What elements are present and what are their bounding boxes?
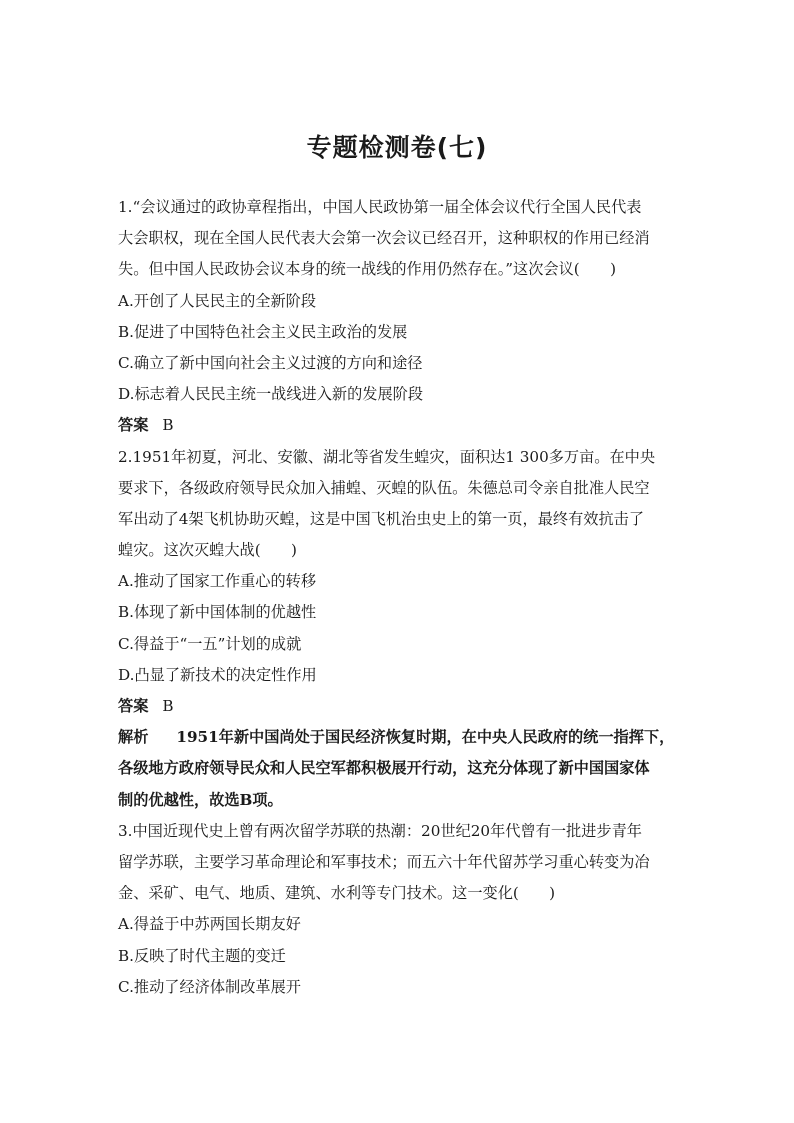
answer-label: 答案 — [118, 416, 149, 435]
question-stem-line: 留学苏联，主要学习革命理论和军事技术；而五六十年代留苏学习重心转变为冶 — [118, 852, 650, 871]
question-stem-line: 军出动了4架飞机协助灭蝗，这是中国飞机治虫史上的第一页，最终有效抗击了 — [118, 509, 645, 528]
answer-value: B — [162, 697, 174, 715]
option-c: C.得益于“一五”计划的成就 — [118, 634, 302, 653]
answer-value: B — [162, 416, 174, 435]
analysis-line — [118, 722, 680, 753]
document-body — [118, 192, 680, 1003]
question-1 — [118, 192, 680, 442]
option-d: D.标志着人民民主统一战线进入新的发展阶段 — [118, 385, 424, 404]
analysis-label: 解析 — [118, 728, 149, 747]
option-b: B.促进了中国特色社会主义民主政治的发展 — [118, 322, 408, 341]
answer-line — [118, 691, 680, 722]
question-stem-line: 1.“会议通过的政协章程指出，中国人民政协第一届全体会议代行全国人民代表 — [118, 198, 642, 216]
option-c: C.确立了新中国向社会主义过渡的方向和途径 — [118, 353, 423, 372]
question-stem-line: 大会职权，现在全国人民代表大会第一次会议已经召开，这种职权的作用已经消 — [118, 229, 650, 248]
question-stem-line: 金、采矿、电气、地质、建筑、水利等专门技术。这一变化( ) — [118, 884, 556, 903]
option-b: B.体现了新中国体制的优越性 — [118, 603, 317, 622]
option-a: A.开创了人民民主的全新阶段 — [118, 291, 317, 310]
analysis-line: 各级地方政府领导民众和人民空军都积极展开行动，这充分体现了新中国国家体 — [118, 759, 650, 778]
page-title: 专题检测卷(七) — [306, 133, 488, 162]
analysis-line: 制的优越性，故选B项。 — [118, 790, 283, 809]
question-stem-line: 失。但中国人民政协会议本身的统一战线的作用仍然存在。”这次会议( ) — [118, 260, 617, 279]
answer-label: 答案 — [118, 697, 149, 715]
question-3 — [118, 816, 680, 1003]
option-d: D.凸显了新技术的决定性作用 — [118, 665, 317, 684]
analysis-text: 1951年新中国尚处于国民经济恢复时期，在中央人民政府的统一指挥下， — [176, 728, 675, 747]
question-2 — [118, 442, 680, 816]
option-a: A.得益于中苏两国长期友好 — [118, 915, 301, 934]
question-stem-line: 3.中国近现代史上曾有两次留学苏联的热潮：20世纪20年代曾有一批进步青年 — [118, 821, 642, 840]
answer-line — [118, 410, 680, 441]
option-a: A.推动了国家工作重心的转移 — [118, 572, 317, 591]
question-stem-line: 要求下，各级政府领导民众加入捕蝗、灭蝗的队伍。朱德总司令亲自批准人民空 — [118, 478, 650, 497]
option-c: C.推动了经济体制改革展开 — [118, 977, 301, 996]
option-b: B.反映了时代主题的变迁 — [118, 946, 286, 965]
question-stem-line: 蝗灾。这次灭蝗大战( ) — [118, 541, 297, 560]
question-stem-line: 2.1951年初夏，河北、安徽、湖北等省发生蝗灾，面积达1 300多万亩。在中央 — [118, 447, 656, 466]
